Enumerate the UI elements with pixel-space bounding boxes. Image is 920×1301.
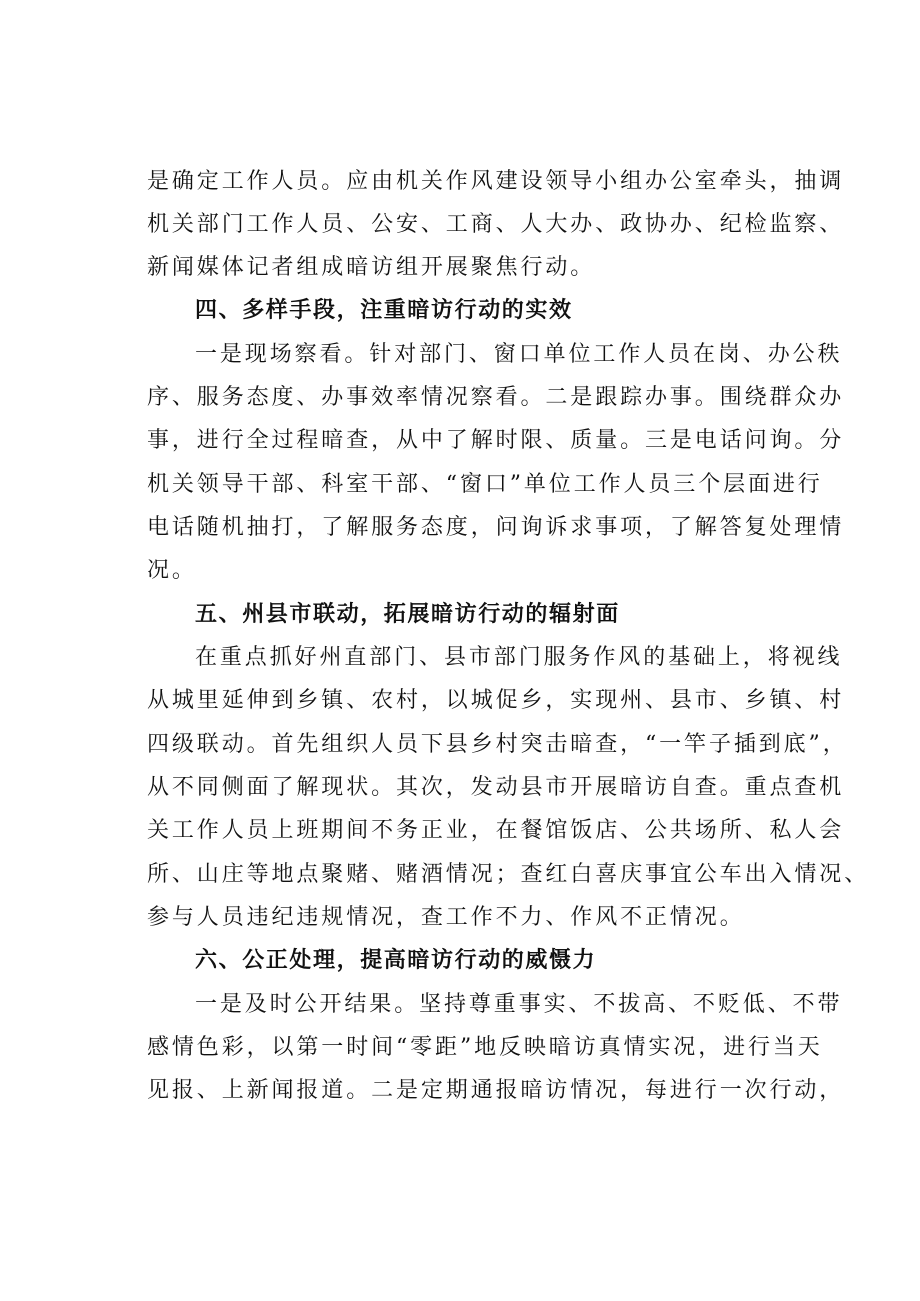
body-text-line: 序、服务态度、办事效率情况察看。二是跟踪办事。围绕群众办	[147, 385, 845, 410]
section-heading-6: 六、公正处理，提高暗访行动的威慑力	[195, 948, 597, 973]
body-text-line: 见报、上新闻报道。二是定期通报暗访情况，每进行一次行动，	[147, 1078, 845, 1103]
body-text-line: 在重点抓好州直部门、县市部门服务作风的基础上，将视线	[195, 645, 843, 670]
body-text-line: 机关部门工作人员、公安、工商、人大办、政协办、纪检监察、	[147, 212, 845, 237]
body-text-line: 事，进行全过程暗查，从中了解时限、质量。三是电话问询。分	[147, 428, 845, 453]
body-text-line: 四级联动。首先组织人员下县乡村突击暗查，“一竿子插到底”，	[147, 732, 848, 757]
body-text-line: 参与人员违纪违规情况，查工作不力、作风不正情况。	[147, 905, 745, 930]
body-text-line: 感情色彩，以第一时间“零距”地反映暗访真情实况，进行当天	[147, 1035, 823, 1060]
body-text-line: 一是及时公开结果。坚持尊重事实、不拔高、不贬低、不带	[195, 992, 843, 1017]
body-text-line: 机关领导干部、科室干部、“窗口”单位工作人员三个层面进行	[147, 472, 823, 497]
body-text-line: 从不同侧面了解现状。其次，发动县市开展暗访自查。重点查机	[147, 775, 845, 800]
body-text-line: 新闻媒体记者组成暗访组开展聚焦行动。	[147, 255, 596, 280]
body-text-line: 从城里延伸到乡镇、农村，以城促乡，实现州、县市、乡镇、村	[147, 688, 845, 713]
body-text-line: 电话随机抽打，了解服务态度，问询诉求事项，了解答复处理情	[147, 515, 845, 540]
body-text-line: 关工作人员上班期间不务正业，在餐馆饭店、公共场所、私人会	[147, 818, 845, 843]
section-heading-4: 四、多样手段，注重暗访行动的实效	[195, 298, 573, 323]
body-text-line: 所、山庄等地点聚赌、赌酒情况；查红白喜庆事宜公车出入情况、	[147, 862, 870, 887]
body-text-line: 是确定工作人员。应由机关作风建设领导小组办公室牵头，抽调	[147, 169, 845, 194]
body-text-line: 况。	[147, 558, 197, 583]
body-text-line: 一是现场察看。针对部门、窗口单位工作人员在岗、办公秩	[195, 342, 843, 367]
section-heading-5: 五、州县市联动，拓展暗访行动的辐射面	[195, 602, 620, 627]
